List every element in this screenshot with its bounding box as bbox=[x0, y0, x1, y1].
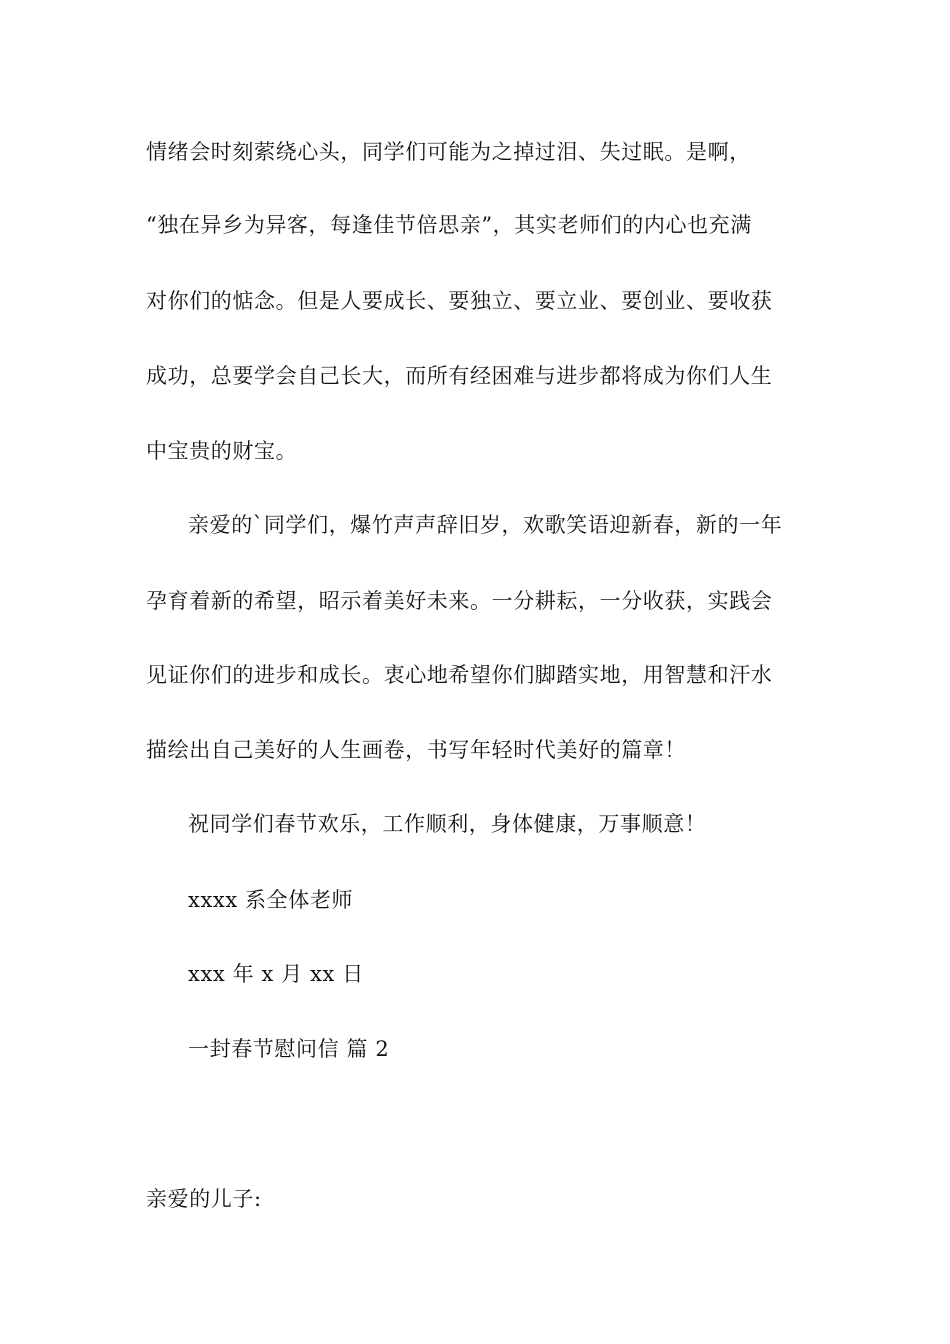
paragraph-line: 亲爱的`同学们，爆竹声声辞旧岁，欢歌笑语迎新春，新的一年 bbox=[188, 513, 783, 537]
signature-line: xxxx 系全体老师 bbox=[188, 888, 354, 912]
paragraph-line: 成功，总要学会自己长大，而所有经困难与进步都将成为你们人生 bbox=[146, 364, 773, 388]
salutation-line: 亲爱的儿子: bbox=[146, 1187, 262, 1211]
section-heading: 一封春节慰问信 篇 2 bbox=[188, 1037, 390, 1061]
paragraph-line: 见证你们的进步和成长。衷心地希望你们脚踏实地，用智慧和汗水 bbox=[146, 663, 773, 687]
paragraph-line: 情绪会时刻萦绕心头，同学们可能为之掉过泪、失过眠。是啊， bbox=[146, 140, 751, 164]
paragraph-line: 孕育着新的希望，昭示着美好未来。一分耕耘，一分收获，实践会 bbox=[146, 589, 773, 613]
date-line: xxx 年 x 月 xx 日 bbox=[188, 962, 364, 986]
paragraph-line: “独在异乡为异客，每逢佳节倍思亲”，其实老师们的内心也充满 bbox=[146, 213, 752, 237]
paragraph-line: 中宝贵的财宝。 bbox=[146, 439, 298, 463]
paragraph-line: 对你们的惦念。但是人要成长、要独立、要立业、要创业、要收获 bbox=[146, 289, 773, 313]
paragraph-line: 描绘出自己美好的人生画卷，书写年轻时代美好的篇章！ bbox=[146, 738, 686, 762]
greeting-line: 祝同学们春节欢乐，工作顺利，身体健康，万事顺意！ bbox=[188, 812, 707, 836]
